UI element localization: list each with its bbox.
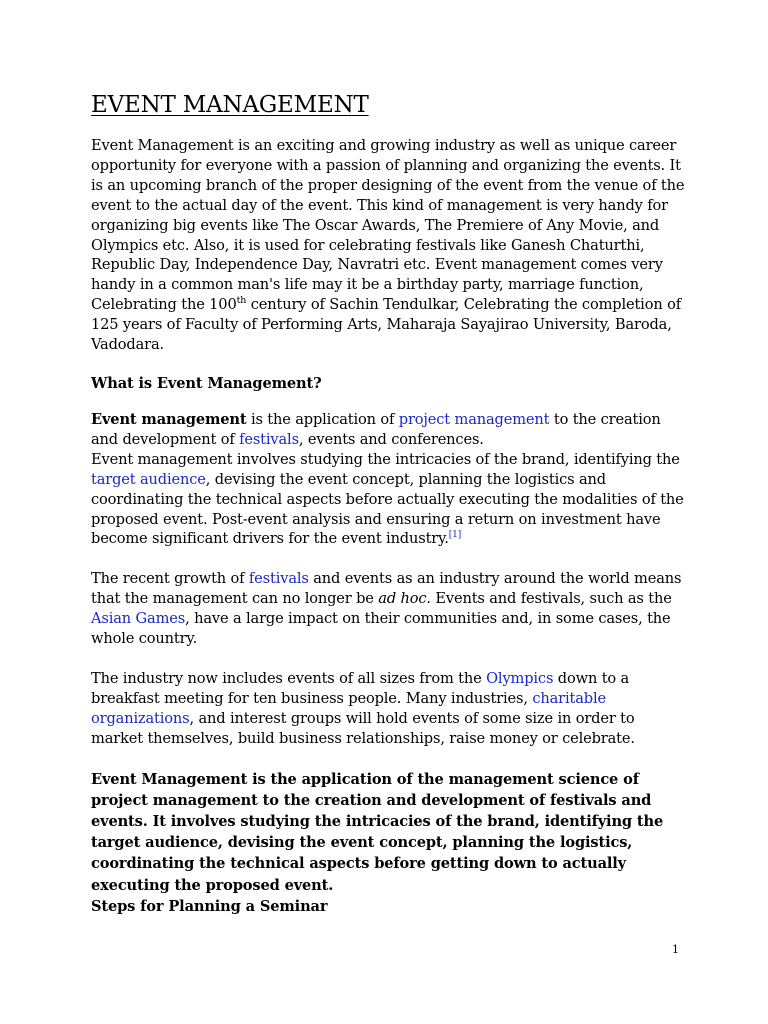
target-audience-link[interactable]: target audience [91, 470, 206, 488]
involves-text-2: , devising the event concept, planning the logistics and coordinating the technical aspects before actually executing the modalities of the proposed event. Post-event analysis and ensuring a return on investment have become significant drivers for the event industry. [91, 470, 684, 548]
definition-text-3: , events and conferences. [298, 430, 484, 448]
growth-text-2: and events as an industry around the world means that the management can no longer be [91, 570, 682, 608]
growth-text-4: , have a large impact on their communities and, in some cases, the whole country. [91, 610, 671, 648]
project-management-link[interactable]: project management [398, 410, 550, 428]
intro-text-2: century of Sachin Tendulkar, Celebrating the completion of 125 years of Faculty of Performing Arts, Maharaja Sayajirao University, Baroda, Vadodara. [91, 296, 681, 354]
definition-bold-term: Event management [91, 410, 247, 428]
what-is-heading: What is Event Management? [91, 374, 322, 392]
page-number: 1 [672, 943, 679, 956]
definition-text-1: is the application of [246, 410, 399, 428]
intro-paragraph [91, 136, 689, 355]
industry-text-3: , and interest groups will hold events of some size in order to market themselves, build business relationships, raise money or celebrate. [91, 709, 635, 747]
growth-text-1: The recent growth of [91, 570, 249, 588]
industry-text-2: down to a breakfast meeting for ten business people. Many industries, [91, 669, 630, 707]
festivals-link[interactable]: festivals [239, 430, 299, 448]
olympics-link[interactable]: Olympics [486, 669, 554, 687]
steps-heading: Steps for Planning a Seminar [91, 897, 328, 915]
growth-text-3: . Events and festivals, such as the [426, 590, 672, 608]
page-title: EVENT MANAGEMENT [91, 92, 369, 118]
growth-paragraph [91, 569, 689, 649]
asian-games-link[interactable]: Asian Games [91, 610, 186, 628]
bold-summary-paragraph: Event Management is the application of the management science of project management to the creation and development of festivals and events. It involves studying the intricacies of the brand, identifying the target audience, devising the event concept, planning the logistics, coordinating the technical aspects before getting down to actually executing the proposed event. [91, 770, 664, 894]
charitable-organizations-link[interactable]: charitable organizations [91, 689, 606, 727]
growth-italic: ad hoc [378, 590, 427, 608]
industry-text-1: The industry now includes events of all sizes from the [91, 669, 487, 687]
definition-paragraph [91, 410, 689, 450]
industry-paragraph [91, 669, 689, 749]
document-page [91, 90, 689, 917]
intro-text-1: Event Management is an exciting and growing industry as well as unique career opportunity for everyone with a passion of planning and organizing the events. It is an upcoming branch of the proper designing of the event from the venue of the event to the actual day of the event. This kind of management is very handy for organizing big events like The Oscar Awards, The Premiere of Any Movie, and Olympics etc. Also, it is used for celebrating festivals like Ganesh Chaturthi, Republic Day, Independence Day, Navratri etc. Event management comes very handy in a common man's life may it be a birthday party, marriage function, Celebrating the 100 [91, 137, 685, 314]
festivals-link-2[interactable]: festivals [248, 570, 309, 588]
involves-text-1: Event management involves studying the intricacies of the brand, identifying the [91, 450, 680, 468]
intro-superscript: th [236, 295, 247, 307]
involves-paragraph [91, 450, 689, 550]
definition-text-2: to the creation and development of [91, 410, 661, 448]
citation-link[interactable]: [1] [448, 530, 462, 541]
